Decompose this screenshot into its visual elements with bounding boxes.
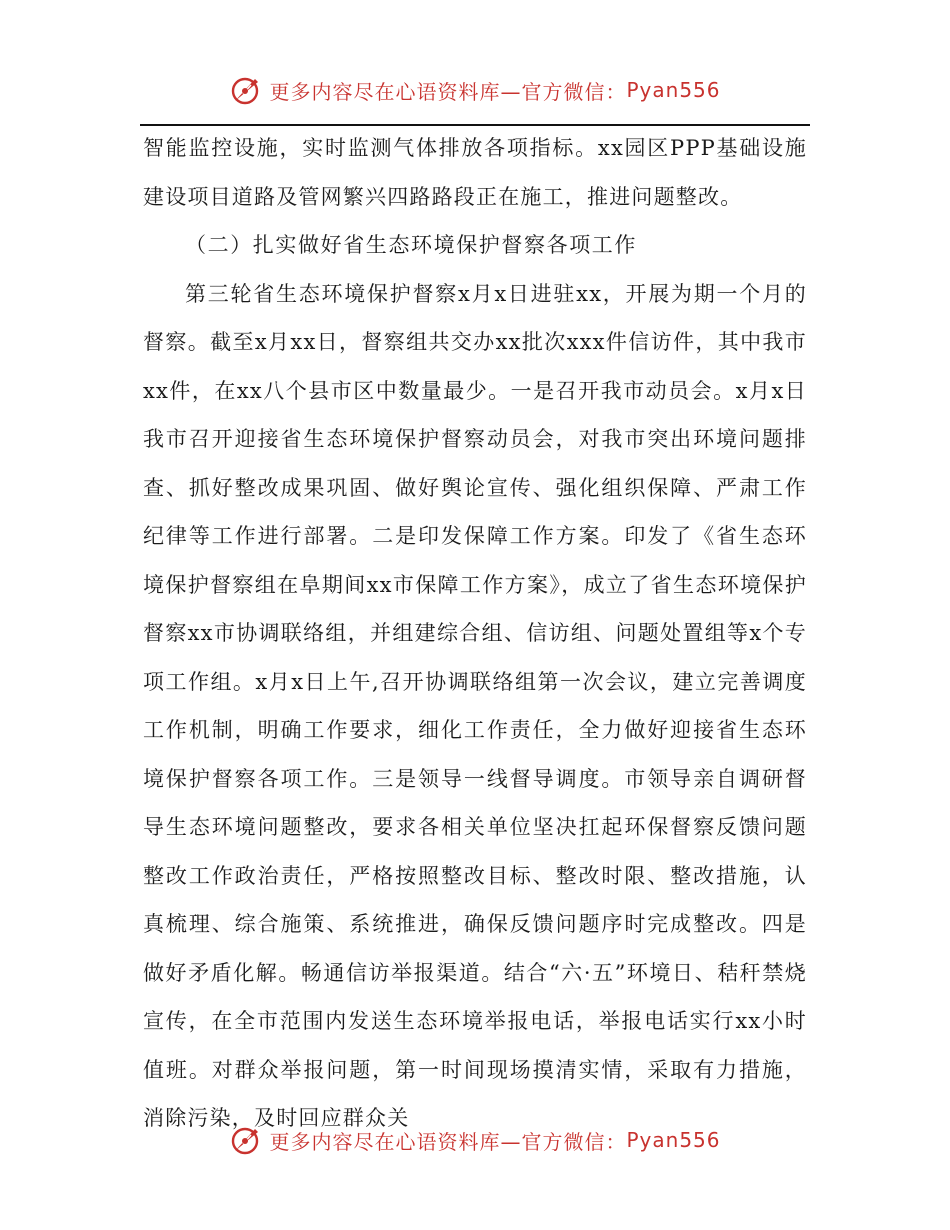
quill-pen-logo-icon <box>229 1123 263 1157</box>
wechat-id: Pyan556 <box>626 78 721 102</box>
wechat-id: Pyan556 <box>626 1128 721 1152</box>
continuation-paragraph: 智能监控设施，实时监测气体排放各项指标。xx园区PPP基础设施建设项目道路及管网繁兴四路路段正在施工，推进问题整改。 <box>143 136 807 209</box>
section-heading: （二）扎实做好省生态环境保护督察各项工作 <box>185 233 637 257</box>
document-body <box>143 124 807 1143</box>
body-paragraph: 第三轮省生态环境保护督察x月x日进驻xx，开展为期一个月的督察。截至x月xx日，督察组共交办xx批次xxx件信访件，其中我市xx件，在xx八个县市区中数量最少。一是召开我市动员会。x月x日我市召开迎接省生态环境保护督察动员会，对我市突出环境问题排查、抓好整改成果巩固、做好舆论宣传、强化组织保障、严肃工作纪律等工作进行部署。二是印发保障工作方案。印发了《省生态环境保护督察组在阜期间xx市保障工作方案》，成立了省生态环境保护督察xx市协调联络组，并组建综合组、信访组、问题处置组等x个专项工作组。x月x日上午,召开协调联络组第一次会议，建立完善调度工作机制，明确工作要求，细化工作责任，全力做好迎接省生态环境保护督察各项工作。三是领导一线督导调度。市领导亲自调研督导生态环境问题整改，要求各相关单位坚决扛起环保督察反馈问题整改工作政治责任，严格按照整改目标、整改时限、整改措施，认真梳理、综合施策、系统推进，确保反馈问题序时完成整改。四是做好矛盾化解。畅通信访举报渠道。结合“六·五”环境日、秸秆禁烧宣传，在全市范围内发送生态环境举报电话，举报电话实行xx小时值班。对群众举报问题，第一时间现场摸清实情，采取有力措施，消除污染，及时回应群众关 <box>143 281 807 1130</box>
footer-banner <box>0 1118 950 1162</box>
banner-text: 更多内容尽在心语资料库—官方微信： <box>269 79 627 104</box>
quill-pen-logo-icon <box>229 73 263 107</box>
header-banner <box>0 68 950 112</box>
banner-text: 更多内容尽在心语资料库—官方微信： <box>269 1129 627 1154</box>
